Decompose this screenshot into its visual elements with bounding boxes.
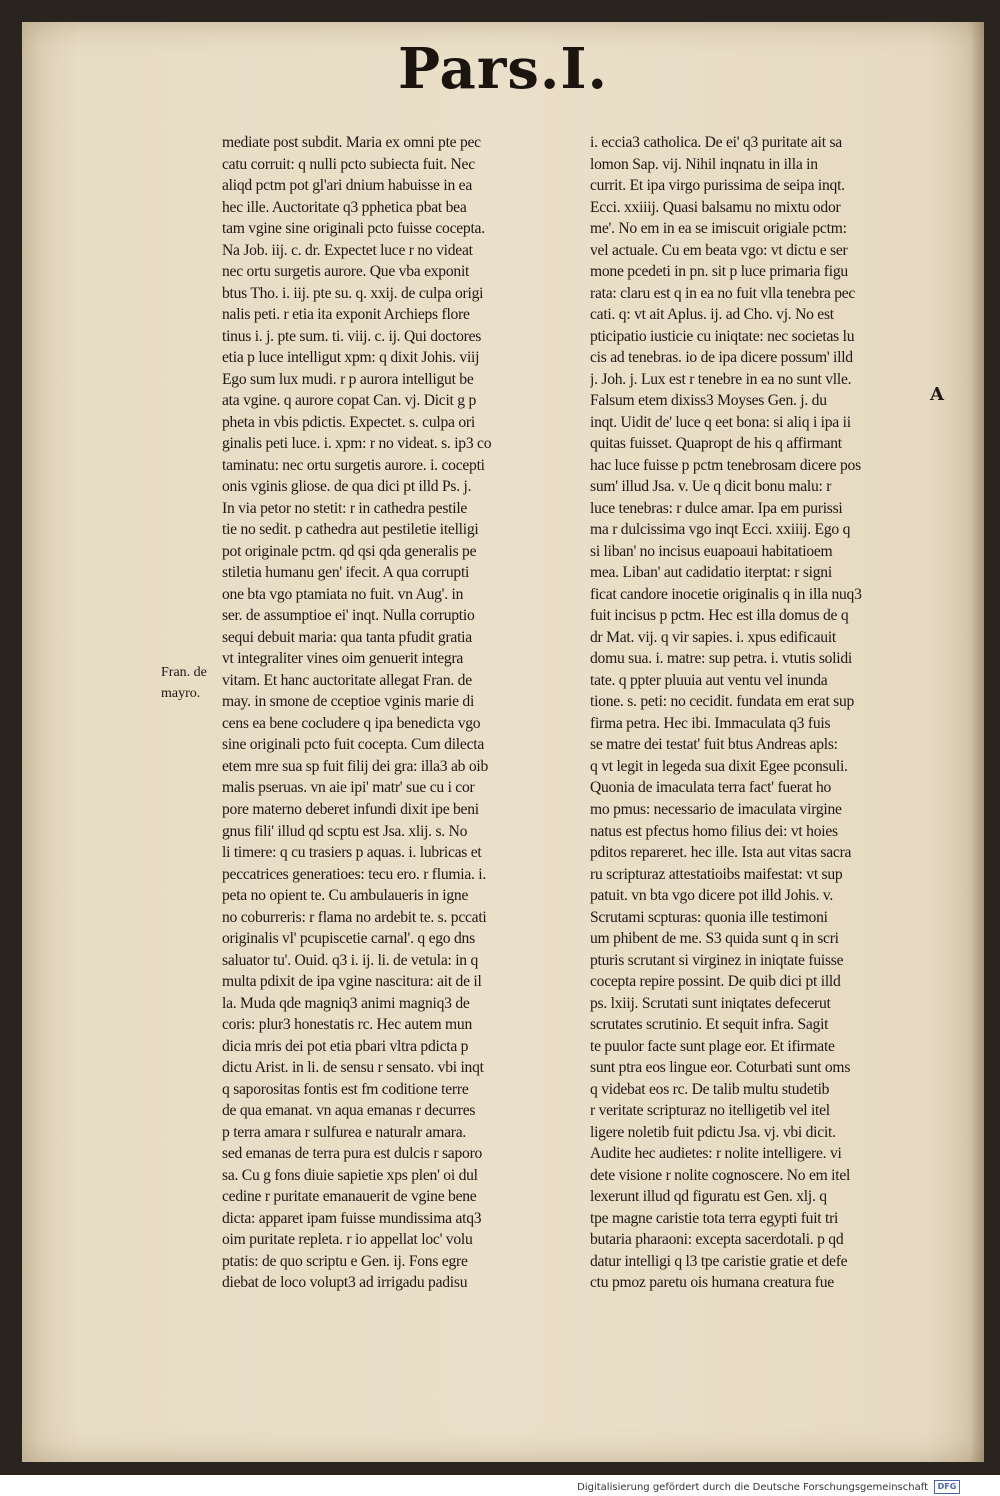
text-line: tione. s. peti: no cecidit. fundata em erat sup xyxy=(590,693,855,711)
text-line: sed emanas de terra pura est dulcis r saporo xyxy=(222,1145,483,1163)
text-line: cens ea bene cocludere q ipa benedicta vgo xyxy=(222,714,481,732)
text-line: scrutates scrutinio. Et sequit infra. Sagit xyxy=(590,1016,829,1034)
text-line: originalis vl' pcupiscetie carnal'. q ego dns xyxy=(222,930,475,948)
book-page xyxy=(22,22,984,1462)
text-line: sine originali pcto fuit cocepta. Cum dilecta xyxy=(222,736,484,754)
text-line: Audite hec audietes: r nolite intelligere. vi xyxy=(590,1145,842,1163)
text-line: li timere: q cu trasiers p aquas. i. lubricas et xyxy=(222,844,482,862)
text-line: tam vgine sine originali pcto fuisse cocepta. xyxy=(222,220,485,238)
text-line: one bta vgo ptamiata no fuit. vn Aug'. in xyxy=(222,585,464,603)
text-line: stiletia humanu gen' ifecit. A qua corrupti xyxy=(222,564,470,582)
text-line: ginalis peti luce. i. xpm: r no videat. s. ip3 co xyxy=(222,435,492,453)
text-line: sequi debuit maria: qua tanta pfudit gratia xyxy=(222,628,472,646)
text-line: cedine r puritate emanauerit de vgine bene xyxy=(222,1188,477,1206)
text-line: sa. Cu g fons diuie sapietie xps plen' oi dul xyxy=(222,1166,478,1184)
right-text-column xyxy=(590,132,956,1294)
text-line: btus Tho. i. iij. pte su. q. xxij. de culpa origi xyxy=(222,284,484,302)
text-line: lomon Sap. vij. Nihil inqnatu in illa in xyxy=(590,155,818,173)
text-line: Falsum etem dixiss3 Moyses Gen. j. du xyxy=(590,392,827,410)
text-line: ligere noletib fuit pdictu Jsa. vj. vbi dicit. xyxy=(590,1123,836,1141)
text-line: natus est pfectus homo filius dei: vt hoies xyxy=(590,822,838,840)
text-line: vel actuale. Cu em beata vgo: vt dictu e ser xyxy=(590,241,848,259)
text-line: datur intelligi q l3 tpe caristie gratie et defe xyxy=(590,1252,848,1270)
text-line: te puulor facte sunt plage eor. Et ifirmate xyxy=(590,1037,835,1055)
text-line: etia p luce intelligut xpm: q dixit Johis. viij xyxy=(222,349,480,367)
text-line: j. Joh. j. Lux est r tenebre in ea no sunt vlle. xyxy=(590,370,852,388)
text-line: etem mre sua sp fuit filij dei gra: illa3 ab oib xyxy=(222,757,489,775)
text-line: ptatis: de quo scriptu e Gen. ij. Fons egre xyxy=(222,1252,468,1270)
left-text-column xyxy=(222,132,570,1294)
text-line: Ego sum lux mudi. r p aurora intelligut be xyxy=(222,370,474,388)
footer xyxy=(577,1480,960,1494)
text-line: ata vgine. q aurore copat Can. vj. Dicit g p xyxy=(222,392,477,410)
text-line: mone pcedeti in pn. sit p luce primaria figu xyxy=(590,263,848,281)
text-line: dictu Arist. in li. de sensu r sensato. vbi inqt xyxy=(222,1059,484,1077)
funding-credit: Digitalisierung gefördert durch die Deutsche Forschungsgemeinschaft xyxy=(577,1481,928,1493)
page-edge-shadow xyxy=(970,22,984,1462)
text-line: no coburreris: r flama no ardebit te. s. pccati xyxy=(222,908,487,926)
text-line: sunt ptra eos lingue eor. Coturbati sunt oms xyxy=(590,1059,851,1077)
text-line: sum' illud Jsa. v. Ue q dicit bonu malu: r xyxy=(590,478,832,496)
text-line: pore materno deberet infundi dixit ipe beni xyxy=(222,800,479,818)
text-line: malis pseruas. vn aie ipi' matr' sue cu i cor xyxy=(222,779,475,797)
text-line: nec ortu surgetis aurore. Que vba exponit xyxy=(222,263,470,281)
text-line: cati. q: vt ait Aplus. ij. ad Cho. vj. No est xyxy=(590,306,834,324)
text-line: lexerunt illud qd figuratu est Gen. xlj. q xyxy=(590,1188,827,1206)
text-line: hec ille. Auctoritate q3 pphetica pbat bea xyxy=(222,198,467,216)
text-line: q videbat eos rc. De talib multu studetib xyxy=(590,1080,830,1098)
text-line: diebat de loco volupt3 ad irrigadu padisu xyxy=(222,1274,468,1292)
text-line: ser. de assumptioe ei' inqt. Nulla corruptio xyxy=(222,607,475,625)
text-line: pditos repareret. hec ille. Ista aut vitas sacra xyxy=(590,844,852,862)
text-line: ru scripturaz attestatioibs maifestat: vt sup xyxy=(590,865,843,883)
text-line: ma r dulcissima vgo inqt Ecci. xxiiij. Ego q xyxy=(590,521,851,539)
margin-note-line: mayro. xyxy=(161,686,201,701)
text-line: vitam. Et hanc auctoritate allegat Fran. de xyxy=(222,671,472,689)
text-line: r veritate scripturaz no itelligetib vel itel xyxy=(590,1102,830,1120)
text-line: Ecci. xxiiij. Quasi balsamu no mixtu odor xyxy=(590,198,841,216)
text-line: domu sua. i. matre: sup petra. i. vtutis solidi xyxy=(590,650,852,668)
text-line: fuit incisus p pctm. Hec est illa domus de q xyxy=(590,607,849,625)
text-line: dr Mat. vij. q vir sapies. i. xpus edificauit xyxy=(590,628,837,646)
text-line: pturis scrutant si virginez in iniqtate fuisse xyxy=(590,951,844,969)
text-line: vt integraliter vines oim genuerit integra xyxy=(222,650,464,668)
text-line: In via petor no stetit: r in cathedra pestile xyxy=(222,499,468,517)
text-line: cis ad tenebras. io de ipa dicere possum' illd xyxy=(590,349,853,367)
text-line: i. eccia3 catholica. De ei' q3 puritate ait sa xyxy=(590,134,842,151)
text-line: currit. Et ipa virgo purissima de seipa inqt. xyxy=(590,177,845,195)
text-line: q saporositas fontis est fm coditione terre xyxy=(222,1080,469,1098)
text-line: dete visione r nolite cognoscere. No em itel xyxy=(590,1166,851,1184)
text-line: tinus i. j. pte sum. ti. viij. c. ij. Qui doctores xyxy=(222,327,482,345)
text-line: ficat candore inocetie originalis q in illa nuq3 xyxy=(590,585,862,603)
text-line: um phibent de me. S3 quida sunt q in scri xyxy=(590,930,839,948)
text-line: gnus fili' illud qd scptu est Jsa. xlij. s. No xyxy=(222,822,468,840)
text-line: firma petra. Hec ibi. Immaculata q3 fuis xyxy=(590,714,831,732)
text-line: taminatu: nec ortu surgetis aurore. i. cocepti xyxy=(222,456,485,474)
text-line: catu corruit: q nulli pcto subiecta fuit. Nec xyxy=(222,155,475,173)
text-line: cocepta repire possint. De quib dici pt illd xyxy=(590,973,841,991)
text-line: ps. lxiij. Scrutati sunt iniqtates defecerut xyxy=(590,994,831,1012)
text-line: patuit. vn bta vgo dicere pot illd Johis. v. xyxy=(590,887,834,905)
text-line: butaria pharaoni: excepta sacerdotali. p qd xyxy=(590,1231,844,1249)
text-line: se matre dei testat' fuit btus Andreas apls: xyxy=(590,736,838,754)
text-line: mediate post subdit. Maria ex omni pte pec xyxy=(222,134,481,151)
text-line: coris: plur3 honestatis rc. Hec autem mun xyxy=(222,1016,473,1034)
text-line: me'. No em in ea se imiscuit origiale pctm: xyxy=(590,220,847,238)
text-line: inqt. Uidit de' luce q eet bona: si aliq i ipa ii xyxy=(590,413,851,431)
text-line: hac luce fuisse p pctm tenebrosam dicere pos xyxy=(590,456,861,474)
text-line: tate. q ppter pluuia aut ventu vel inunda xyxy=(590,671,828,689)
text-line: dicta: apparet ipam fuisse mundissima atq3 xyxy=(222,1209,482,1227)
running-head: Pars.I. xyxy=(397,36,609,102)
text-line: rata: claru est q in ea no fuit vlla tenebra pec xyxy=(590,284,856,302)
text-line: may. in smone de cceptioe vginis marie di xyxy=(222,693,475,711)
text-line: q vt legit in legeda sua dixit Egee pconsuli. xyxy=(590,757,848,775)
text-line: tie no sedit. p cathedra aut pestiletie itelligi xyxy=(222,521,479,539)
text-line: pticipatio iusticie cu iniqtate: nec societas lu xyxy=(590,327,855,345)
text-line: aliqd pctm pot gl'ari dnium habuisse in ea xyxy=(222,177,472,195)
margin-letter: A xyxy=(930,384,944,405)
text-line: peta no opient te. Cu ambulaueris in igne xyxy=(222,887,469,905)
text-line: tpe magne caristie tota terra egypti fuit tri xyxy=(590,1209,839,1227)
text-line: mo pmus: necessario de imaculata virgine xyxy=(590,800,842,818)
text-line: quitas fuisset. Quapropt de his q affirmant xyxy=(590,435,842,453)
text-line: onis vginis gliose. de qua dici pt illd Ps. j. xyxy=(222,478,472,496)
text-line: ctu pmoz paretu ois humana creatura fue xyxy=(590,1274,834,1292)
text-line: pot originale pctm. qd qsi qda generalis pe xyxy=(222,542,477,560)
text-line: de qua emanat. vn aqua emanas r decurres xyxy=(222,1102,476,1120)
text-line: pheta in vbis pdictis. Expectet. s. culpa ori xyxy=(222,413,475,431)
text-line: saluator tu'. Ouid. q3 i. ij. li. de vetula: in q xyxy=(222,951,479,969)
margin-note xyxy=(161,662,207,704)
text-line: multa pdixit de ipa vgine nascitura: ait de il xyxy=(222,973,482,991)
margin-note-line: Fran. de xyxy=(161,665,207,680)
text-line: dicia mris dei pot etia pbari vltra pdicta p xyxy=(222,1037,469,1055)
text-line: luce tenebras: r dulce amar. Ipa em purissi xyxy=(590,499,843,517)
dfg-logo: DFG xyxy=(934,1480,960,1494)
text-line: Scrutami scpturas: quonia ille testimoni xyxy=(590,908,828,926)
text-line: nalis peti. r etia ita exponit Archieps flore xyxy=(222,306,470,324)
text-line: si liban' no incisus euapoaui habitatioem xyxy=(590,542,833,560)
text-line: Quonia de imaculata terra fact' fuerat ho xyxy=(590,779,832,797)
text-line: p terra amara r sulfurea e naturalr amara. xyxy=(222,1123,467,1141)
text-line: la. Muda qde magniq3 animi magniq3 de xyxy=(222,994,470,1012)
text-line: peccatrices generatioes: tecu ero. r flumia. i. xyxy=(222,865,487,883)
text-line: mea. Liban' aut cadidatio iterptat: r signi xyxy=(590,564,832,582)
text-line: Na Job. iij. c. dr. Expectet luce r no videat xyxy=(222,241,473,259)
text-line: oim puritate repleta. r io appellat loc' volu xyxy=(222,1231,473,1249)
